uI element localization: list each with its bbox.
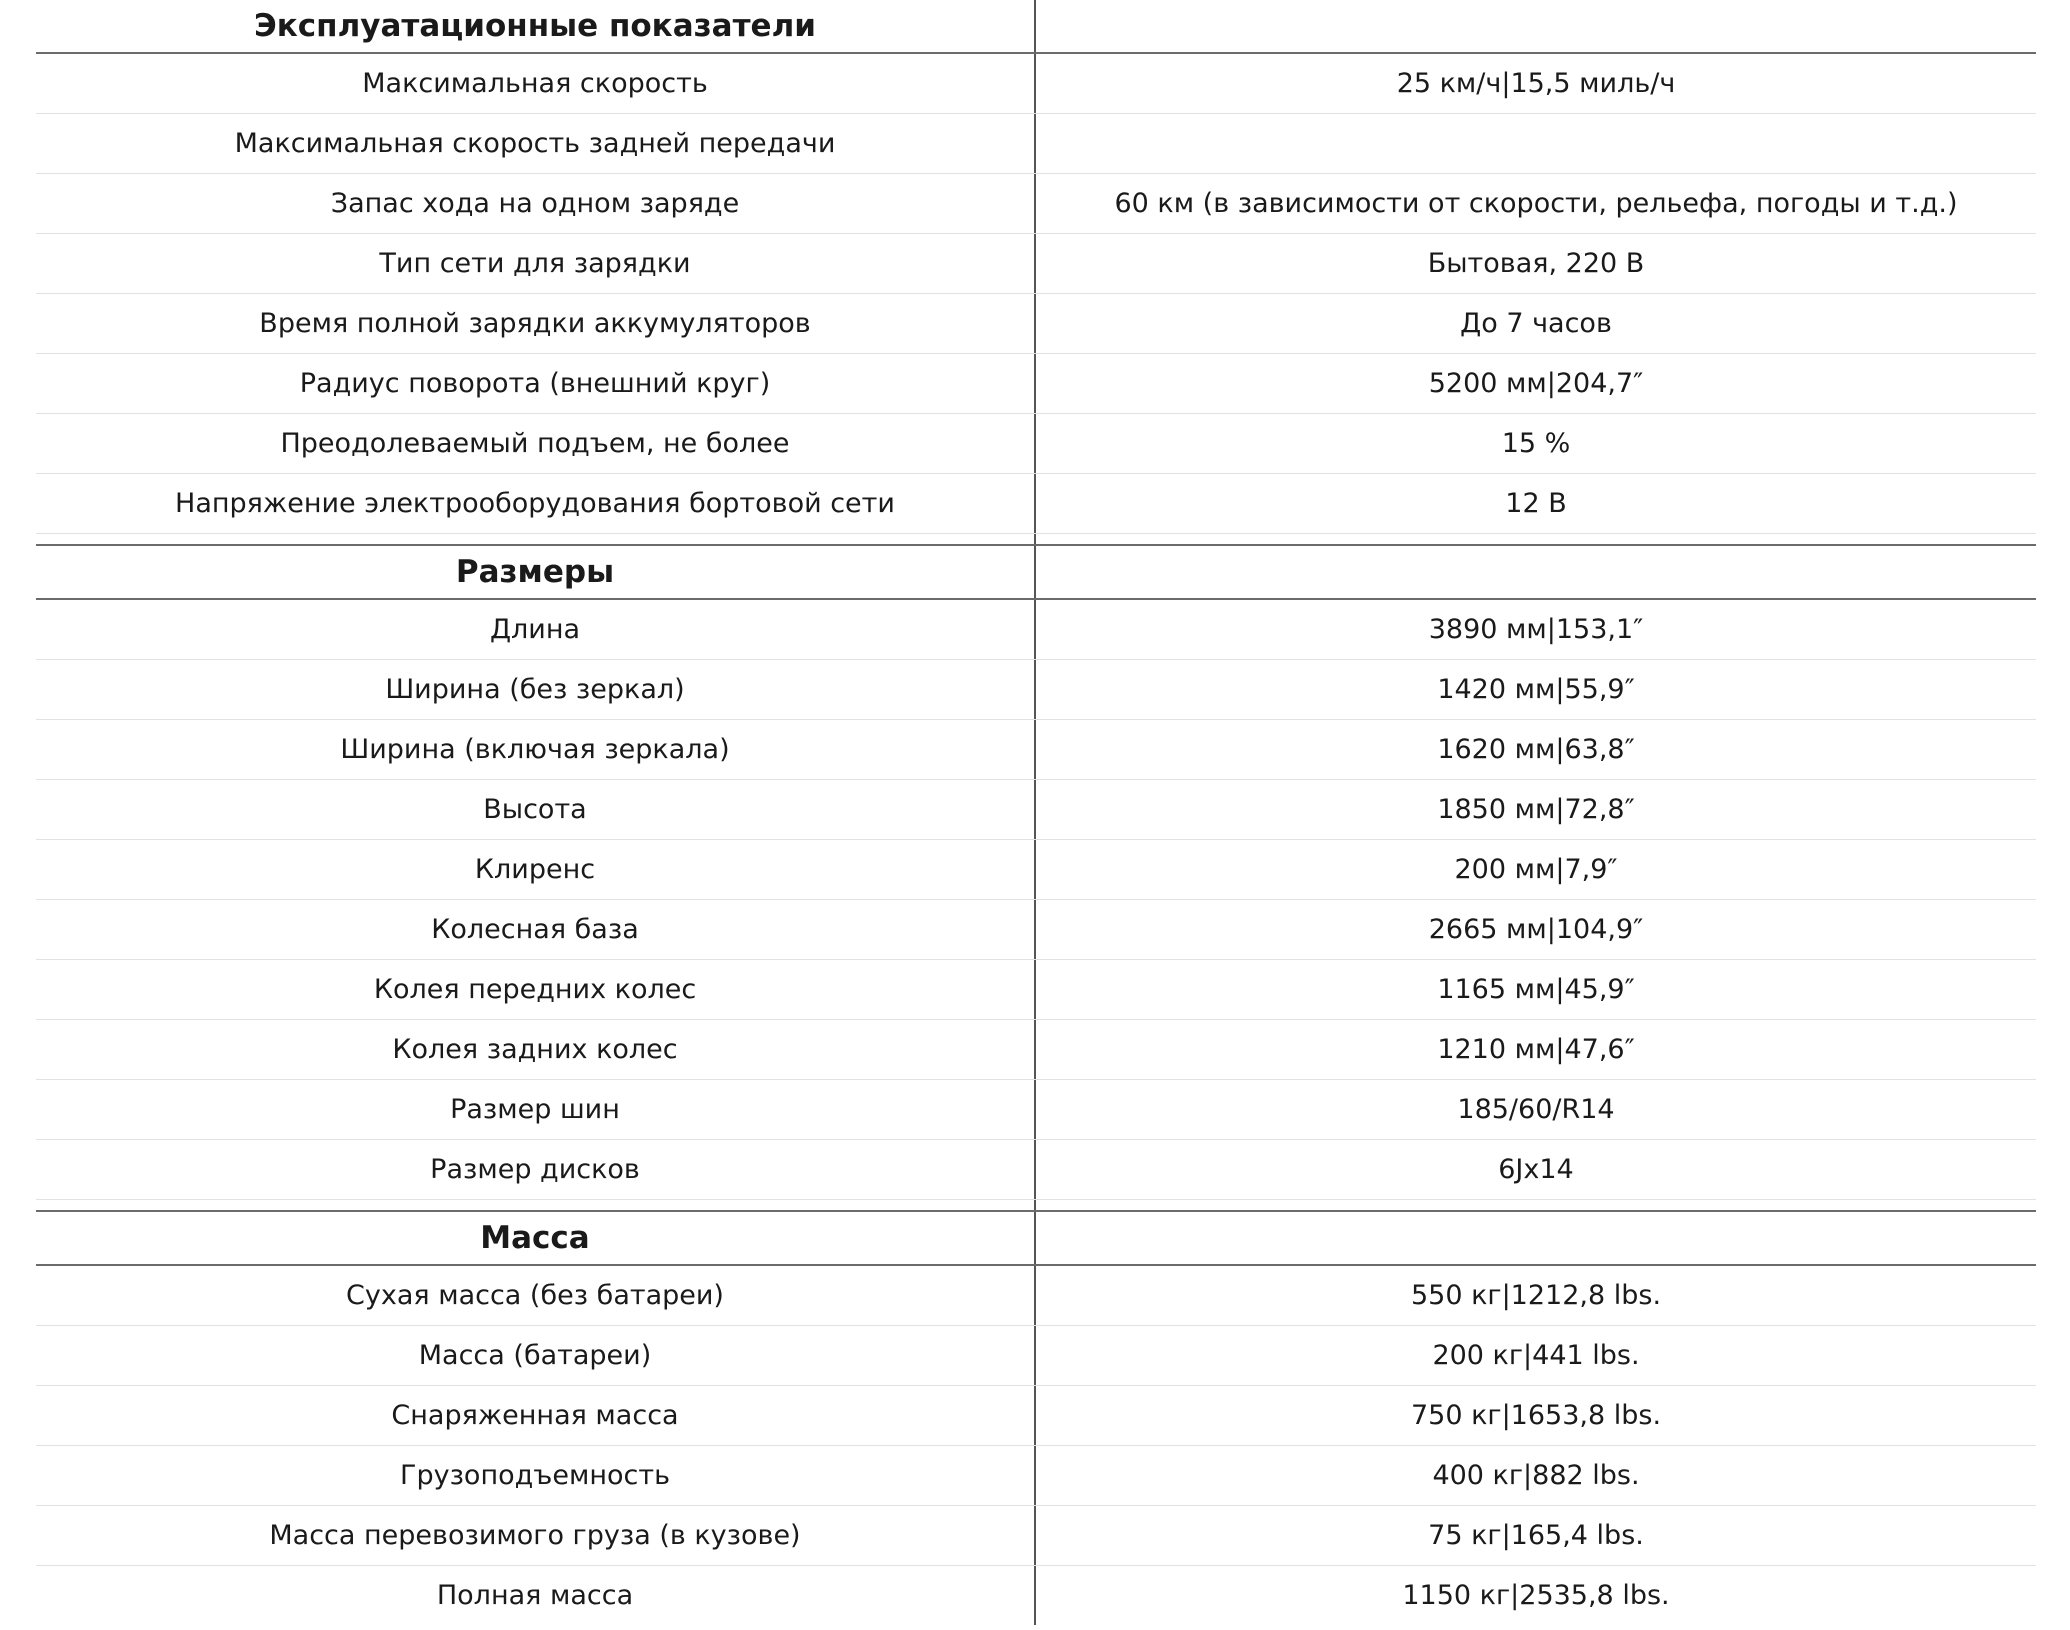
table-row: [36, 1266, 2036, 1326]
table-row: [36, 294, 2036, 354]
row-value: 200 мм|7,9″: [1454, 854, 1618, 885]
table-row: [36, 354, 2036, 414]
table-row: [36, 1080, 2036, 1140]
row-value: 6Jx14: [1498, 1154, 1574, 1185]
row-value: 12 В: [1505, 488, 1567, 519]
row-label: Грузоподъемность: [36, 1446, 1036, 1505]
row-value: 75 кг|165,4 lbs.: [1428, 1520, 1644, 1551]
row-label: Высота: [36, 780, 1036, 839]
table-row: [36, 414, 2036, 474]
row-label: Длина: [36, 600, 1036, 659]
section-header-empty: [1036, 0, 2036, 52]
row-value: 185/60/R14: [1457, 1094, 1615, 1125]
row-label: Колея задних колес: [36, 1020, 1036, 1079]
table-row: [36, 660, 2036, 720]
row-value: 1150 кг|2535,8 lbs.: [1402, 1580, 1670, 1611]
section-title: Размеры: [36, 546, 1036, 598]
row-label: Время полной зарядки аккумуляторов: [36, 294, 1036, 353]
row-label: Напряжение электрооборудования бортовой сети: [36, 474, 1036, 533]
section-title: Масса: [36, 1212, 1036, 1264]
section-gap: [36, 1200, 2036, 1210]
gap-left: [36, 534, 1036, 544]
table-row: [36, 1506, 2036, 1566]
table-row: [36, 600, 2036, 660]
row-value: 2665 мм|104,9″: [1428, 914, 1644, 945]
row-label: Клиренс: [36, 840, 1036, 899]
row-value: Бытовая, 220 В: [1427, 248, 1645, 279]
row-label: Снаряженная масса: [36, 1386, 1036, 1445]
row-value: 1165 мм|45,9″: [1437, 974, 1635, 1005]
table-row: [36, 1566, 2036, 1625]
row-value: 1620 мм|63,8″: [1437, 734, 1635, 765]
table-row: [36, 1020, 2036, 1080]
row-label: Размер шин: [36, 1080, 1036, 1139]
table-row: [36, 960, 2036, 1020]
table-row: [36, 720, 2036, 780]
table-row: [36, 54, 2036, 114]
table-row: [36, 1326, 2036, 1386]
table-row: [36, 114, 2036, 174]
table-row: [36, 474, 2036, 534]
row-value: 5200 мм|204,7″: [1428, 368, 1644, 399]
section-header-performance: [36, 0, 2036, 54]
row-label: Запас хода на одном заряде: [36, 174, 1036, 233]
row-value: 400 кг|882 lbs.: [1432, 1460, 1640, 1491]
row-label: Полная масса: [36, 1566, 1036, 1625]
table-row: [36, 900, 2036, 960]
row-value: 3890 мм|153,1″: [1428, 614, 1644, 645]
row-value: 1420 мм|55,9″: [1437, 674, 1635, 705]
section-gap: [36, 534, 2036, 544]
row-label: Максимальная скорость задней передачи: [36, 114, 1036, 173]
row-value: 60 км (в зависимости от скорости, рельефа, погоды и т.д.): [1114, 188, 1958, 219]
row-value: 1850 мм|72,8″: [1437, 794, 1635, 825]
gap-left: [36, 1200, 1036, 1210]
row-label: Размер дисков: [36, 1140, 1036, 1199]
table-row: [36, 1446, 2036, 1506]
row-value: 200 кг|441 lbs.: [1432, 1340, 1640, 1371]
section-header-mass: [36, 1210, 2036, 1266]
row-label: Тип сети для зарядки: [36, 234, 1036, 293]
row-value: 550 кг|1212,8 lbs.: [1410, 1280, 1662, 1311]
gap-right: [1036, 534, 2036, 544]
table-row: [36, 840, 2036, 900]
table-row: [36, 1140, 2036, 1200]
gap-right: [1036, 1200, 2036, 1210]
table-row: [36, 174, 2036, 234]
section-header-dimensions: [36, 544, 2036, 600]
row-value: 25 км/ч|15,5 миль/ч: [1396, 68, 1676, 99]
row-label: Ширина (без зеркал): [36, 660, 1036, 719]
row-label: Колея передних колес: [36, 960, 1036, 1019]
row-label: Колесная база: [36, 900, 1036, 959]
row-value: 15 %: [1501, 428, 1571, 459]
row-value: 1210 мм|47,6″: [1437, 1034, 1635, 1065]
section-header-empty: [1036, 1212, 2036, 1264]
row-label: Максимальная скорость: [36, 54, 1036, 113]
table-row: [36, 1386, 2036, 1446]
row-label: Масса перевозимого груза (в кузове): [36, 1506, 1036, 1565]
row-label: Масса (батареи): [36, 1326, 1036, 1385]
table-row: [36, 234, 2036, 294]
row-label: Радиус поворота (внешний круг): [36, 354, 1036, 413]
section-title: Эксплуатационные показатели: [36, 0, 1036, 52]
table-row: [36, 780, 2036, 840]
section-header-empty: [1036, 546, 2036, 598]
row-value: [1036, 114, 2036, 173]
row-value: До 7 часов: [1460, 308, 1612, 339]
row-label: Преодолеваемый подъем, не более: [36, 414, 1036, 473]
row-label: Сухая масса (без батареи): [36, 1266, 1036, 1325]
spec-table: [36, 0, 2036, 1625]
row-label: Ширина (включая зеркала): [36, 720, 1036, 779]
row-value: 750 кг|1653,8 lbs.: [1410, 1400, 1662, 1431]
